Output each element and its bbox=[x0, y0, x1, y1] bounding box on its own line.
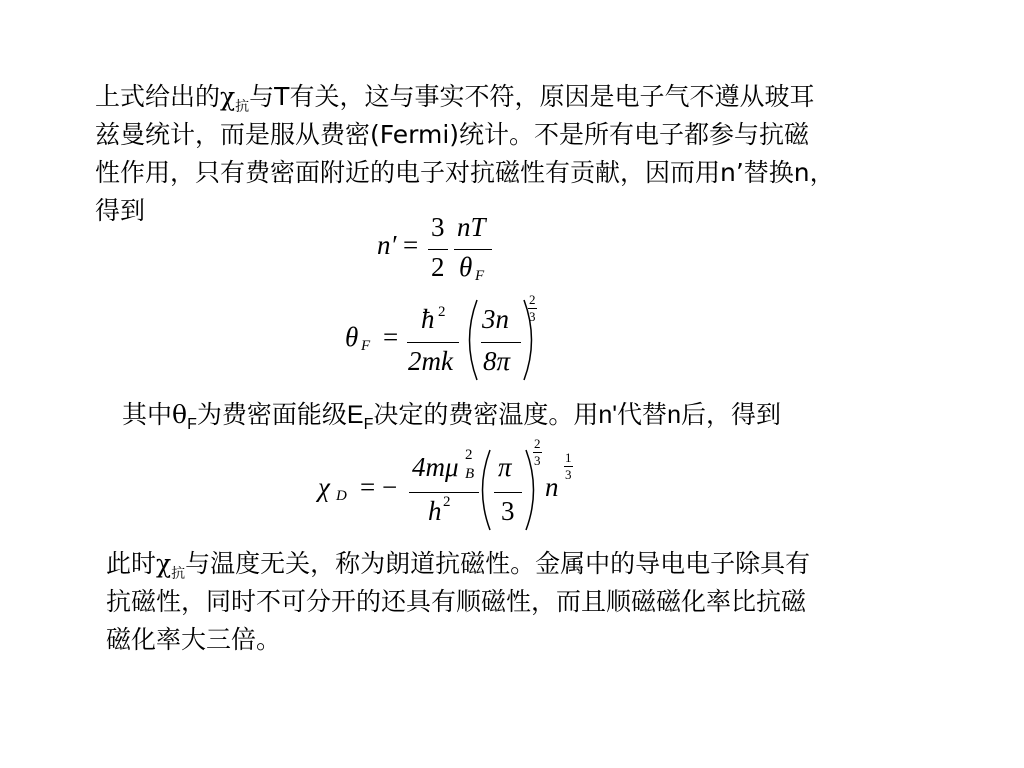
eq3-inner-bar bbox=[494, 492, 522, 493]
eq1-num: nT bbox=[457, 212, 486, 242]
eq1-frac-bar bbox=[454, 249, 492, 250]
equation-n-prime bbox=[375, 212, 505, 292]
paragraph-conclusion bbox=[106, 545, 810, 659]
text-segment: 后，得到 bbox=[680, 400, 781, 429]
eq2-inner-bar bbox=[481, 342, 521, 343]
paragraph-intro-line1 bbox=[95, 78, 835, 116]
eq2-inner-num: 3n bbox=[482, 304, 509, 334]
equation-fermi-temperature bbox=[345, 292, 555, 387]
theta-subscript: F bbox=[187, 416, 197, 433]
text-segment: 与温度无关，称为朗道抗磁性。金属中的导电电子除具有 bbox=[185, 549, 811, 578]
eq3-lhs-sub: D bbox=[336, 488, 347, 504]
eq1-coef-bar bbox=[428, 249, 448, 250]
eq3-n-exp-num: 1 bbox=[565, 450, 572, 465]
paragraph-fermi-line1 bbox=[122, 396, 781, 434]
eq3-num-sub: B bbox=[465, 466, 475, 482]
eq2-num-hbar: ħ bbox=[421, 304, 435, 334]
n-symbol: n bbox=[598, 401, 613, 429]
paragraph-intro-line2: 兹曼统计，而是服从费密(Fermi)统计。不是所有电子都参与抗磁 bbox=[95, 120, 810, 149]
energy-symbol: E bbox=[346, 401, 364, 429]
text-segment: 为费密面能级 bbox=[196, 400, 347, 429]
eq2-exp-den: 3 bbox=[529, 309, 536, 324]
eq1-coef-num: 3 bbox=[431, 212, 445, 242]
eq2-lhs-sub: F bbox=[361, 338, 371, 354]
eq3-inner-den: 3 bbox=[501, 496, 515, 526]
eq1-den-sub: F bbox=[475, 268, 485, 284]
paragraph-intro-line4: 得到 bbox=[95, 196, 146, 225]
eq3-num-sup: 2 bbox=[465, 447, 473, 463]
eq2-inner-den: 8π bbox=[483, 346, 511, 376]
eq2-den: 2mk bbox=[408, 346, 453, 376]
text-segment: 决定的费密温度。用 bbox=[373, 400, 599, 429]
paragraph-conclusion-line3: 磁化率大三倍。 bbox=[106, 625, 282, 654]
eq3-den-exp: 2 bbox=[443, 494, 451, 510]
text-segment: 上式给出的 bbox=[95, 82, 221, 111]
eq2-equals: = bbox=[383, 322, 399, 352]
eq3-num: 4mμ bbox=[412, 452, 459, 482]
text-segment: 此时 bbox=[106, 549, 157, 578]
eq2-parentheses bbox=[345, 292, 545, 387]
text-segment: 代替 bbox=[617, 400, 668, 429]
eq3-exp-num: 2 bbox=[534, 436, 541, 451]
theta-symbol: θ bbox=[172, 400, 188, 429]
n-symbol: n bbox=[667, 401, 681, 429]
eq3-equals: = − bbox=[360, 472, 398, 502]
eq2-num-exp: 2 bbox=[438, 304, 446, 320]
chi-symbol: χ bbox=[156, 549, 172, 578]
text-segment: 与T有关，这与事实不符，原因是电子气不遵从玻耳 bbox=[249, 82, 815, 111]
paragraph-conclusion-line1 bbox=[106, 545, 810, 583]
equation-landau-diamagnetism bbox=[318, 436, 598, 536]
eq3-inner-num: π bbox=[498, 452, 512, 482]
eq1-lhs: n′ bbox=[377, 230, 397, 260]
chi-subscript: 抗 bbox=[171, 566, 186, 582]
eq2-exp-num: 2 bbox=[529, 292, 536, 307]
eq3-den: h bbox=[428, 496, 442, 526]
eq1-den-theta: θ bbox=[459, 252, 473, 282]
chi-subscript: 抗 bbox=[235, 99, 250, 115]
eq3-n: n bbox=[545, 472, 559, 502]
paragraph-intro bbox=[95, 78, 835, 230]
paragraph-fermi-definition bbox=[122, 396, 781, 434]
eq3-n-exp-den: 3 bbox=[565, 467, 572, 482]
energy-subscript: F bbox=[363, 416, 374, 433]
paragraph-intro-line3: 性作用，只有费密面附近的电子对抗磁性有贡献，因而用n’替换n， bbox=[95, 158, 835, 187]
text-segment: 其中 bbox=[122, 400, 173, 429]
eq3-exp-den: 3 bbox=[534, 453, 541, 468]
chi-symbol: χ bbox=[220, 82, 236, 111]
eq3-lhs-chi: χ bbox=[318, 472, 330, 502]
prime-symbol: ' bbox=[612, 401, 618, 429]
eq1-coef-den: 2 bbox=[431, 252, 445, 282]
eq1-equals: = bbox=[403, 230, 419, 260]
eq2-lhs-theta: θ bbox=[345, 322, 359, 352]
paragraph-conclusion-line2: 抗磁性，同时不可分开的还具有顺磁性，而且顺磁磁化率比抗磁 bbox=[106, 587, 807, 616]
